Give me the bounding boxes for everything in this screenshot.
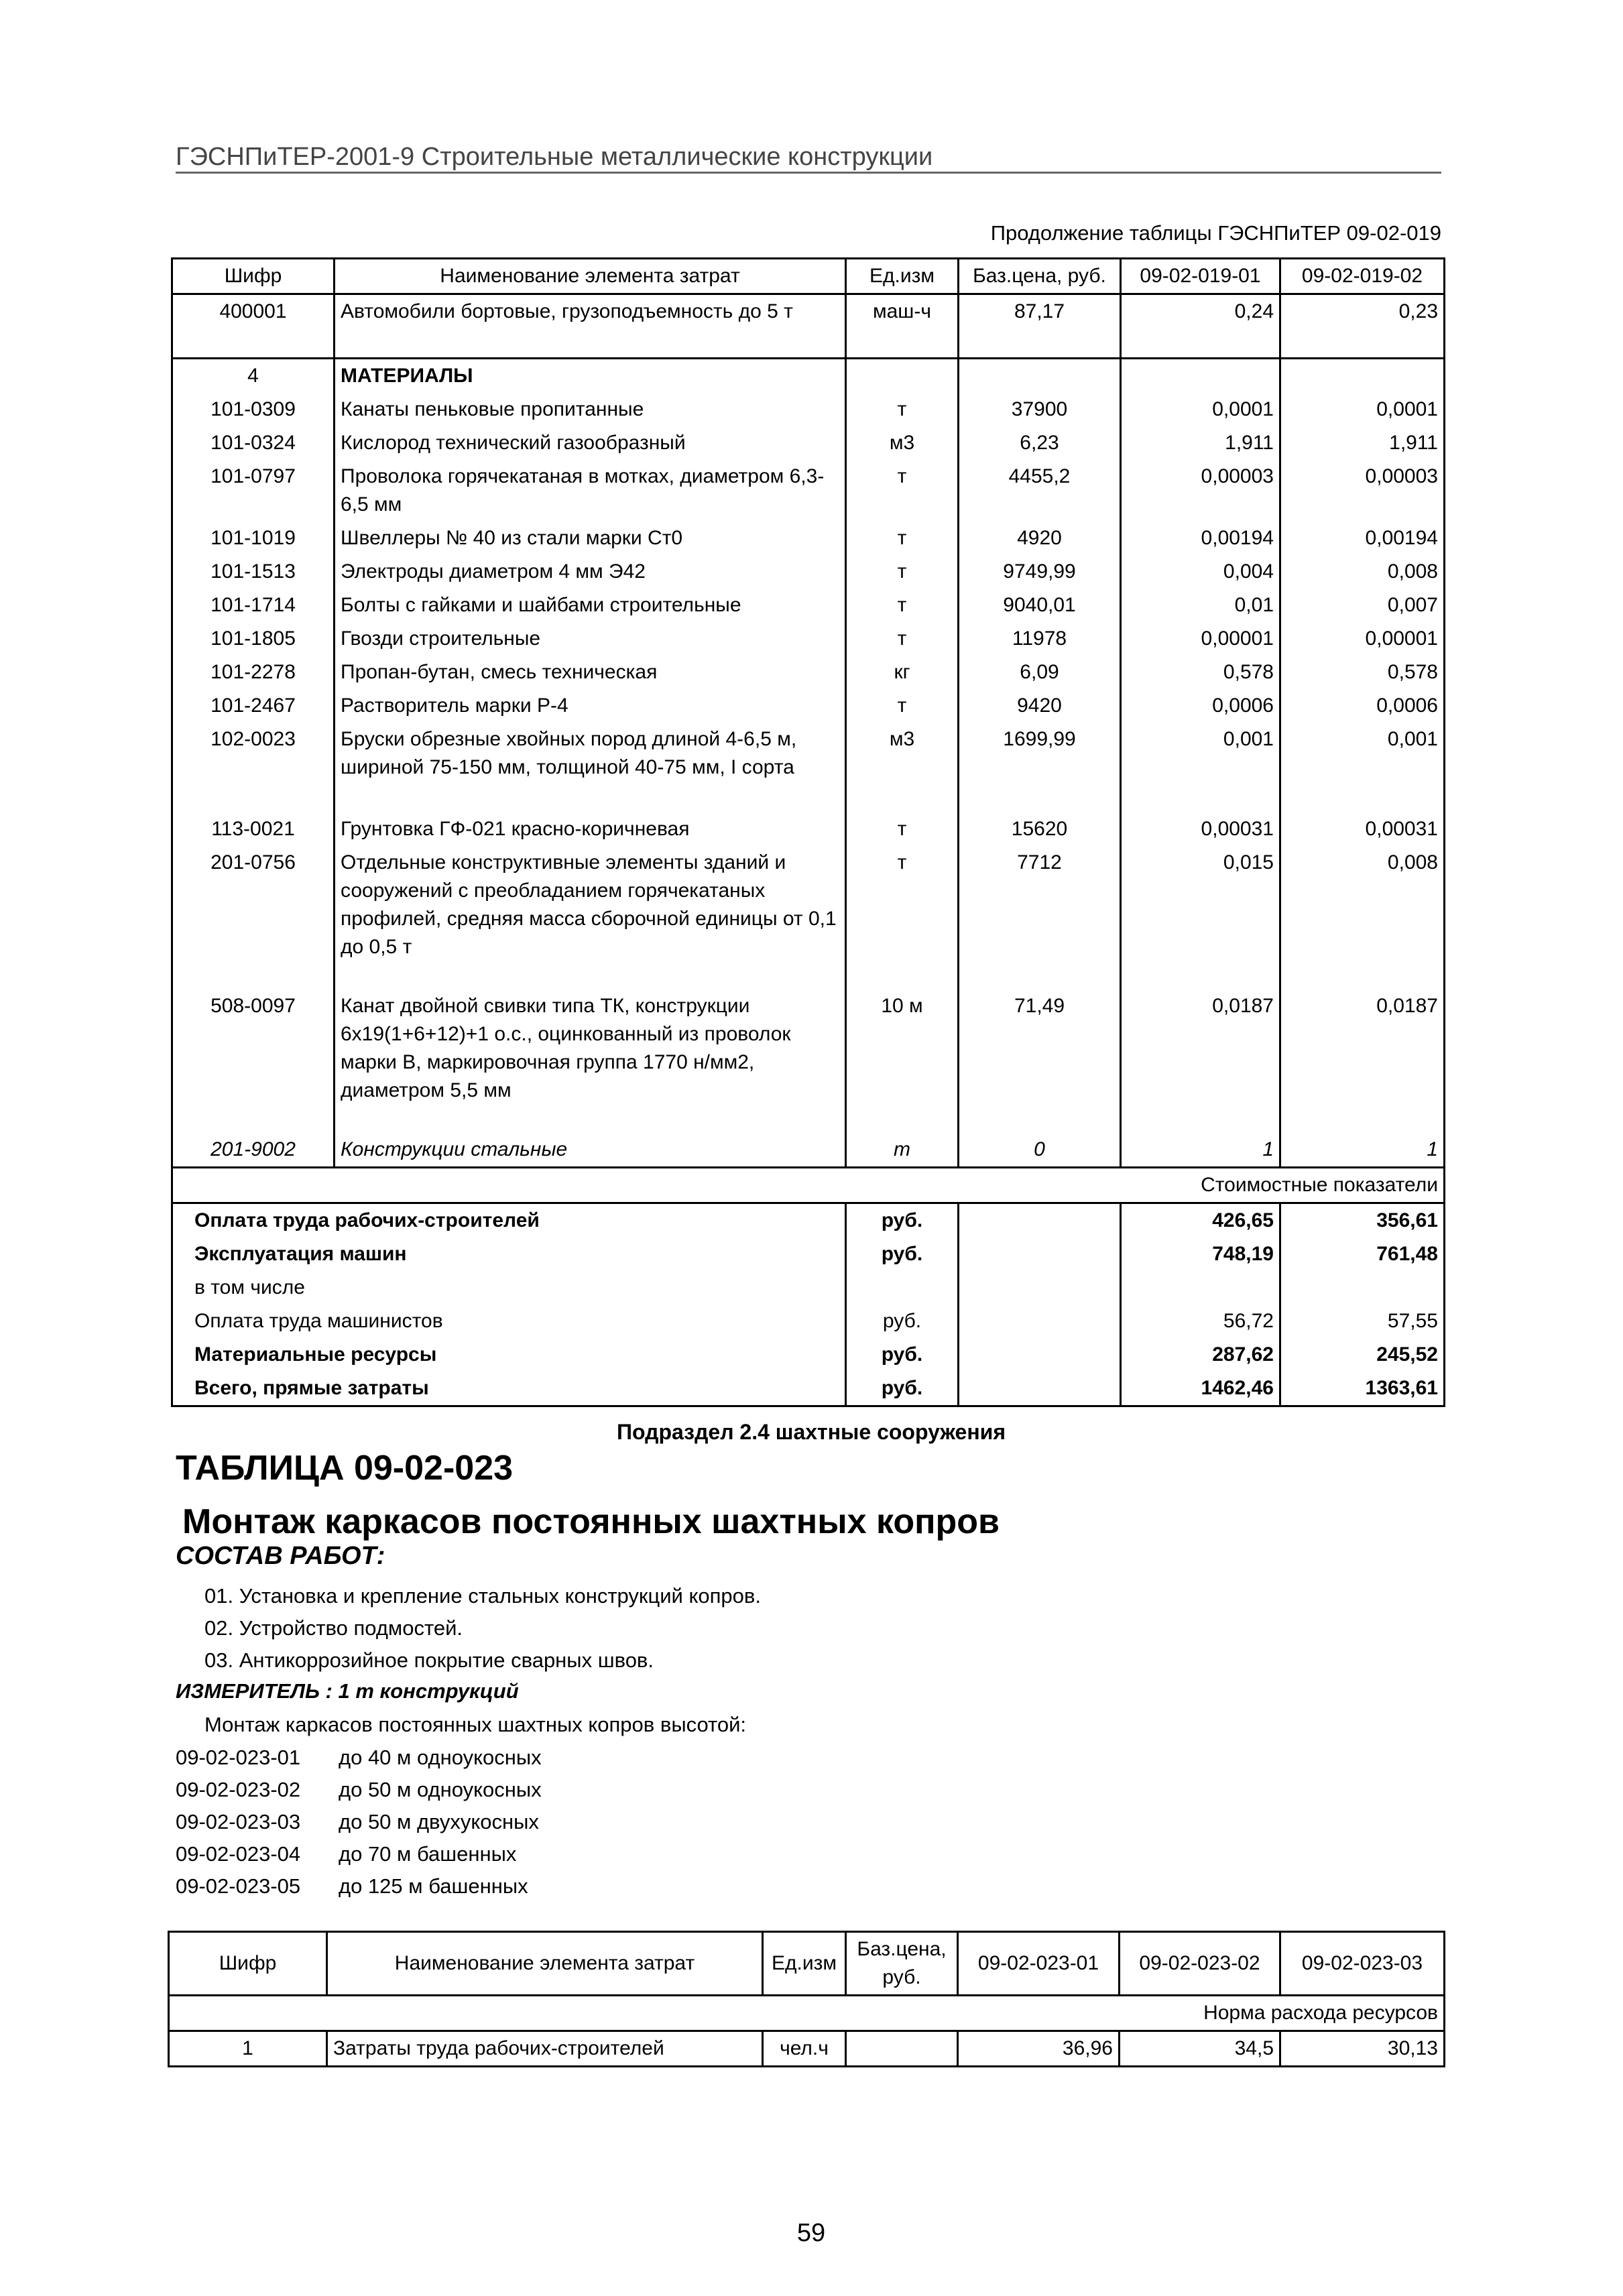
table-row-material: [172, 622, 1445, 656]
cell-name: Гвозди строительные: [335, 622, 846, 656]
resource-table-09-02-023: [168, 1931, 1445, 2067]
table-header-row: [169, 1932, 1445, 1996]
cell-v2: 0,008: [1280, 846, 1445, 989]
cell-price: 1699,99: [959, 723, 1121, 812]
cell-price: [959, 1305, 1121, 1338]
cell-unit: [846, 359, 959, 394]
cell-v1: [1121, 359, 1280, 394]
cell-code: 101-1019: [172, 522, 335, 555]
cell-price: 7712: [959, 846, 1121, 989]
table-row-cost: [172, 1372, 1445, 1406]
cell-unit: руб.: [846, 1305, 959, 1338]
work-item: 02. Устройство подмостей.: [204, 1616, 463, 1640]
cell-v2: 0,0006: [1280, 689, 1445, 723]
cell-code: 508-0097: [172, 989, 335, 1133]
cell-name: Эксплуатация машин: [172, 1237, 846, 1271]
header-variant-3: 09-02-023-03: [1280, 1932, 1445, 1996]
cell-unit: руб.: [846, 1372, 959, 1406]
cell-name: Бруски обрезные хвойных пород длиной 4-6,5 м, шириной 75-150 мм, толщиной 40-75 мм, I сорта: [335, 723, 846, 812]
norm-header: Норма расхода ресурсов: [169, 1996, 1445, 2031]
cell-name: Конструкции стальные: [335, 1133, 846, 1168]
table-row-material: [172, 426, 1445, 460]
header-variant-1: 09-02-023-01: [958, 1932, 1120, 1996]
header-variant-1: 09-02-019-01: [1121, 259, 1280, 294]
cell-code: 101-1714: [172, 589, 335, 622]
cell-code: 101-1805: [172, 622, 335, 656]
variants-intro: Монтаж каркасов постоянных шахтных копров высотой:: [204, 1713, 747, 1736]
cell-v2: 0,0187: [1280, 989, 1445, 1133]
table-row-cost: [172, 1305, 1445, 1338]
cell-price: 9040,01: [959, 589, 1121, 622]
cell-code: 101-2278: [172, 656, 335, 689]
cell-name: Оплата труда машинистов: [172, 1305, 846, 1338]
cell-name: Автомобили бортовые, грузоподъемность до 5 т: [335, 294, 846, 359]
cell-v2: 1: [1280, 1133, 1445, 1168]
cell-v1: 0,015: [1121, 846, 1280, 989]
table-row-cost: [172, 1203, 1445, 1238]
cell-v1: 0,001: [1121, 723, 1280, 812]
cell-v2: [1280, 1271, 1445, 1305]
cell-v1: 56,72: [1121, 1305, 1280, 1338]
variant-code: 09-02-023-01: [176, 1746, 301, 1769]
cell-v1: 1: [1121, 1133, 1280, 1168]
cell-v2: 0,001: [1280, 723, 1445, 812]
cell-v2: 0,00003: [1280, 460, 1445, 522]
cell-code: 101-0797: [172, 460, 335, 522]
variant-code: 09-02-023-04: [176, 1842, 301, 1866]
variant-desc: до 50 м одноукосных: [339, 1778, 542, 1801]
cell-name: Швеллеры № 40 из стали марки Ст0: [335, 522, 846, 555]
cell-v1: 426,65: [1121, 1203, 1280, 1238]
cell-unit: т: [846, 460, 959, 522]
cell-v1: 36,96: [958, 2031, 1120, 2067]
cell-v1: 0,00194: [1121, 522, 1280, 555]
cell-unit: т: [846, 589, 959, 622]
cell-unit: т: [846, 522, 959, 555]
table-row-steel: [172, 1133, 1445, 1168]
cell-code: 101-1513: [172, 555, 335, 589]
cell-v2: 0,00031: [1280, 812, 1445, 846]
cell-code: 201-9002: [172, 1133, 335, 1168]
cell-price: [959, 1372, 1121, 1406]
table-row-material: [172, 812, 1445, 846]
cell-v2: 0,23: [1280, 294, 1445, 359]
header-unit: Ед.изм: [846, 259, 959, 294]
cell-code: 102-0023: [172, 723, 335, 812]
cell-price: [959, 359, 1121, 394]
cell-unit: руб.: [846, 1237, 959, 1271]
cell-code: 400001: [172, 294, 335, 359]
cell-unit: т: [846, 812, 959, 846]
table-row-material: [172, 989, 1445, 1133]
table-row-cost: [172, 1271, 1445, 1305]
running-header: ГЭСНПиТЕР-2001-9 Строительные металлические конструкции: [176, 142, 1441, 174]
table-row-material: [172, 555, 1445, 589]
cell-name: МАТЕРИАЛЫ: [335, 359, 846, 394]
cell-unit: чел.ч: [763, 2031, 846, 2067]
cell-v1: [1121, 1271, 1280, 1305]
table-row-material: [172, 723, 1445, 812]
table-row-material: [172, 589, 1445, 622]
cell-v2: 34,5: [1120, 2031, 1280, 2067]
cell-unit: руб.: [846, 1203, 959, 1238]
header-code: Шифр: [169, 1932, 327, 1996]
cell-name: Отдельные конструктивные элементы зданий и сооружений с преобладанием горячекатаных профилей, средняя масса сборочной единицы от 0,1 до 0,5 т: [335, 846, 846, 989]
table-row-material: [172, 460, 1445, 522]
cell-v1: 287,62: [1121, 1338, 1280, 1372]
cell-unit: т: [846, 689, 959, 723]
cell-price: 15620: [959, 812, 1121, 846]
cell-v1: 0,0001: [1121, 393, 1280, 426]
cost-header: Стоимостные показатели: [172, 1168, 1445, 1203]
cell-code: 1: [169, 2031, 327, 2067]
cell-price: 71,49: [959, 989, 1121, 1133]
cell-v1: 0,0006: [1121, 689, 1280, 723]
cell-name: Растворитель марки Р-4: [335, 689, 846, 723]
cell-name: Пропан-бутан, смесь техническая: [335, 656, 846, 689]
cell-name: Канаты пеньковые пропитанные: [335, 393, 846, 426]
cell-v1: 0,01: [1121, 589, 1280, 622]
cell-code: 4: [172, 359, 335, 394]
cell-price: 0: [959, 1133, 1121, 1168]
cell-v3: 30,13: [1280, 2031, 1445, 2067]
cell-name: Проволока горячекатаная в мотках, диаметром 6,3-6,5 мм: [335, 460, 846, 522]
table-id: ТАБЛИЦА 09-02-023: [176, 1449, 514, 1488]
continuation-note: Продолжение таблицы ГЭСНПиТЕР 09-02-019: [990, 221, 1441, 245]
cell-unit: м3: [846, 426, 959, 460]
page-number: 59: [796, 2219, 826, 2247]
cell-name: Материальные ресурсы: [172, 1338, 846, 1372]
cell-name: Всего, прямые затраты: [172, 1372, 846, 1406]
cell-v1: 0,24: [1121, 294, 1280, 359]
variant-desc: до 125 м башенных: [339, 1874, 528, 1898]
cell-code: 201-0756: [172, 846, 335, 989]
table-row-material: [172, 656, 1445, 689]
cell-v1: 0,578: [1121, 656, 1280, 689]
cell-price: [959, 1203, 1121, 1238]
table-row-cost: [172, 1237, 1445, 1271]
cell-price: 4920: [959, 522, 1121, 555]
variant-desc: до 40 м одноукосных: [339, 1746, 542, 1769]
header-unit: Ед.изм: [763, 1932, 846, 1996]
cell-price: 9749,99: [959, 555, 1121, 589]
variant-code: 09-02-023-03: [176, 1810, 301, 1833]
table-row-materials-header: [172, 359, 1445, 394]
table-row: [169, 2031, 1445, 2067]
cell-unit: кг: [846, 656, 959, 689]
cell-name: Грунтовка ГФ-021 красно-коричневая: [335, 812, 846, 846]
cell-v2: 356,61: [1280, 1203, 1445, 1238]
cell-v2: 1363,61: [1280, 1372, 1445, 1406]
table-row-material: [172, 689, 1445, 723]
cell-unit: руб.: [846, 1338, 959, 1372]
cell-name: Болты с гайками и шайбами строительные: [335, 589, 846, 622]
cell-v1: 0,00003: [1121, 460, 1280, 522]
works-header: СОСТАВ РАБОТ:: [176, 1542, 385, 1570]
work-item: 01. Установка и крепление стальных конструкций копров.: [204, 1584, 761, 1608]
variant-code: 09-02-023-05: [176, 1874, 301, 1898]
cell-unit: т: [846, 846, 959, 989]
cell-v2: 0,578: [1280, 656, 1445, 689]
header-name: Наименование элемента затрат: [335, 259, 846, 294]
cell-name: Электроды диаметром 4 мм Э42: [335, 555, 846, 589]
cell-name: Затраты труда рабочих-строителей: [327, 2031, 763, 2067]
cell-price: 9420: [959, 689, 1121, 723]
cell-v2: 761,48: [1280, 1237, 1445, 1271]
cell-price: [846, 2031, 958, 2067]
cell-code: 113-0021: [172, 812, 335, 846]
meter: ИЗМЕРИТЕЛЬ : 1 т конструкций: [176, 1679, 519, 1703]
cell-unit: 10 м: [846, 989, 959, 1133]
variant-desc: до 70 м башенных: [339, 1842, 517, 1866]
table-row-norm-header: [169, 1996, 1445, 2031]
cell-price: 4455,2: [959, 460, 1121, 522]
cell-v2: 0,00194: [1280, 522, 1445, 555]
cell-v2: 0,0001: [1280, 393, 1445, 426]
cell-code: 101-2467: [172, 689, 335, 723]
table-row-cost: [172, 1338, 1445, 1372]
work-item: 03. Антикоррозийное покрытие сварных швов.: [204, 1648, 654, 1672]
cell-v2: 0,008: [1280, 555, 1445, 589]
cell-v1: 0,004: [1121, 555, 1280, 589]
table-row-material: [172, 846, 1445, 989]
cell-unit: м3: [846, 723, 959, 812]
cell-v1: 1462,46: [1121, 1372, 1280, 1406]
cell-v1: 748,19: [1121, 1237, 1280, 1271]
cell-v2: 1,911: [1280, 426, 1445, 460]
header-price: Баз.цена, руб.: [959, 259, 1121, 294]
cell-name: Оплата труда рабочих-строителей: [172, 1203, 846, 1238]
cell-unit: т: [846, 1133, 959, 1168]
cell-price: [959, 1271, 1121, 1305]
cell-code: 101-0324: [172, 426, 335, 460]
cell-code: 101-0309: [172, 393, 335, 426]
cell-unit: [846, 1271, 959, 1305]
cell-v1: 0,00001: [1121, 622, 1280, 656]
cell-name: в том числе: [172, 1271, 846, 1305]
header-code: Шифр: [172, 259, 335, 294]
header-variant-2: 09-02-023-02: [1120, 1932, 1280, 1996]
cell-price: [959, 1338, 1121, 1372]
table-row-material: [172, 393, 1445, 426]
cell-price: [959, 1237, 1121, 1271]
table-header-row: [172, 259, 1445, 294]
header-price: Баз.цена, руб.: [846, 1932, 958, 1996]
cell-v2: 245,52: [1280, 1338, 1445, 1372]
cell-v2: 0,00001: [1280, 622, 1445, 656]
table-title: Монтаж каркасов постоянных шахтных копров: [182, 1502, 1000, 1541]
cell-unit: т: [846, 393, 959, 426]
cell-v2: [1280, 359, 1445, 394]
cell-v1: 0,00031: [1121, 812, 1280, 846]
subsection-title: Подраздел 2.4 шахтные сооружения: [617, 1420, 1006, 1444]
cell-v2: 0,007: [1280, 589, 1445, 622]
cell-unit: т: [846, 622, 959, 656]
cell-name: Канат двойной свивки типа ТК, конструкции 6х19(1+6+12)+1 о.с., оцинкованный из проволок марки В, маркировочная группа 1770 н/мм2, диаметром 5,5 мм: [335, 989, 846, 1133]
header-variant-2: 09-02-019-02: [1280, 259, 1445, 294]
cell-price: 87,17: [959, 294, 1121, 359]
cell-unit: маш-ч: [846, 294, 959, 359]
table-row-material: [172, 522, 1445, 555]
cell-unit: т: [846, 555, 959, 589]
table-row-cost-header: [172, 1168, 1445, 1203]
resource-table-09-02-019: [171, 257, 1445, 1407]
variant-code: 09-02-023-02: [176, 1778, 301, 1801]
cell-v1: 1,911: [1121, 426, 1280, 460]
variant-desc: до 50 м двухукосных: [339, 1810, 539, 1833]
cell-price: 11978: [959, 622, 1121, 656]
cell-v2: 57,55: [1280, 1305, 1445, 1338]
cell-price: 37900: [959, 393, 1121, 426]
cell-price: 6,23: [959, 426, 1121, 460]
header-name: Наименование элемента затрат: [327, 1932, 763, 1996]
cell-price: 6,09: [959, 656, 1121, 689]
cell-v1: 0,0187: [1121, 989, 1280, 1133]
cell-name: Кислород технический газообразный: [335, 426, 846, 460]
table-row-machine: [172, 294, 1445, 359]
